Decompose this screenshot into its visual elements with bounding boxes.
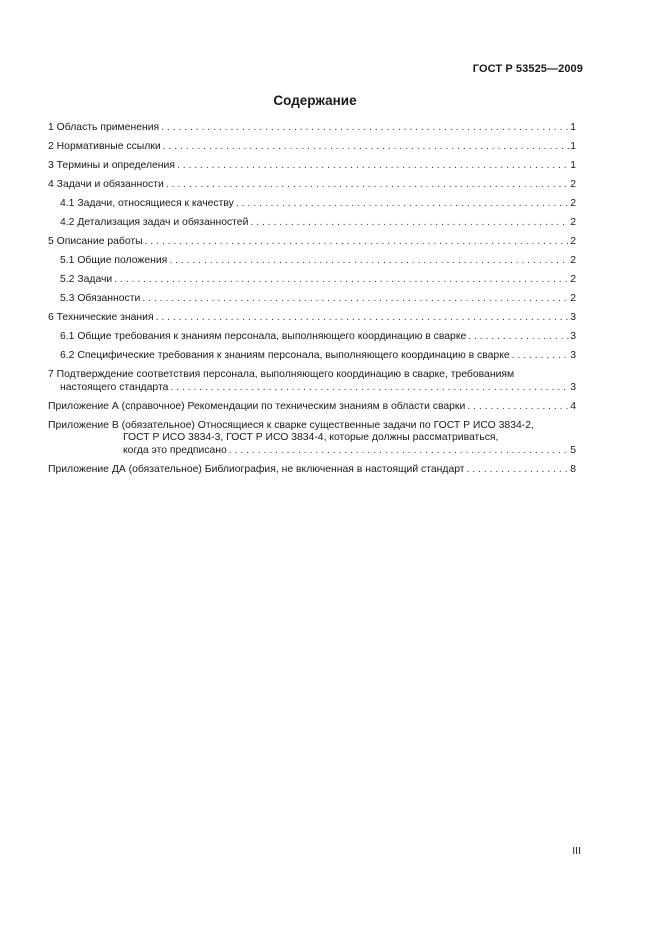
toc-entry-label: Приложение А (справочное) Рекомендации по техническим знаниям в области сварки [48,400,466,412]
toc-entry-label: когда это предписано [123,444,227,456]
toc-entry-label: 4.1 Задачи, относящиеся к качеству [60,198,234,209]
dot-leader [145,236,570,249]
toc-subentry[interactable] [48,198,576,217]
toc-entry-page: 2 [570,198,576,209]
dot-leader [467,401,569,414]
dot-leader [142,293,569,306]
toc-entry-page: 5 [570,444,576,456]
toc-entry[interactable] [48,179,576,198]
toc-entry-label: 4.2 Детализация задач и обязанностей [60,217,249,228]
toc-entry-label: ГОСТ Р ИСО 3834-3, ГОСТ Р ИСО 3834-4, которые должны рассматриваться, [123,432,499,443]
toc-entry-label: настоящего стандарта [60,381,169,393]
dot-leader [467,464,570,477]
table-of-contents [48,122,576,483]
toc-entry[interactable] [48,141,576,160]
toc-subentry[interactable] [48,331,576,350]
toc-entry-appendix-da[interactable] [48,464,576,483]
dot-leader [250,217,569,230]
toc-entry-page: 1 [570,141,576,152]
toc-entry-page: 2 [570,217,576,228]
toc-entry[interactable] [48,312,576,331]
toc-subentry[interactable] [48,350,576,369]
toc-entry-label: 6 Технические знания [48,312,154,323]
toc-entry-label: 6.2 Специфические требования к знаниям персонала, выполняющего координацию в сварке [60,350,510,361]
dot-leader [166,179,569,192]
toc-entry-page: 2 [570,293,576,304]
toc-entry[interactable] [48,122,576,141]
toc-entry-appendix-a[interactable] [48,401,576,420]
dot-leader [114,274,569,287]
toc-entry[interactable] [48,160,576,179]
page-number: III [572,845,581,857]
toc-entry[interactable] [48,236,576,255]
toc-entry-continuation [48,382,576,395]
dot-leader [161,122,569,135]
toc-subentry[interactable] [48,217,576,236]
dot-leader [156,312,570,325]
toc-entry-page: 3 [570,312,576,323]
dot-leader [177,160,569,173]
toc-entry-label: 3 Термины и определения [48,160,175,171]
toc-entry-page: 3 [570,331,576,342]
dot-leader [468,331,569,344]
dot-leader [163,141,570,154]
toc-entry-label: Приложение ДА (обязательное) Библиография, не включенная в настоящий стандарт [48,463,465,475]
toc-entry-label: 2 Нормативные ссылки [48,141,161,152]
toc-entry-page: 1 [570,122,576,133]
toc-entry-label: 5.3 Обязанности [60,293,141,304]
document-code: ГОСТ Р 53525—2009 [472,63,583,75]
toc-entry-page: 3 [570,350,576,361]
dot-leader [229,445,569,458]
toc-entry-label: Приложение В (обязательное) Относящиеся к сварке существенные задачи по ГОСТ Р ИСО 3834-2, [48,419,534,431]
toc-title: Содержание [273,93,357,108]
toc-entry-page: 3 [570,381,576,393]
toc-entry-page: 8 [570,463,576,475]
toc-entry-label: 6.1 Общие требования к знаниям персонала, выполняющего координацию в сварке [60,331,467,342]
toc-entry-page: 2 [570,274,576,285]
toc-entry-label: 1 Область применения [48,122,160,133]
toc-subentry[interactable] [48,293,576,312]
toc-entry-section-7[interactable] [48,369,576,394]
toc-entry-page: 2 [570,236,576,247]
toc-entry-page: 4 [570,400,576,412]
dot-leader [236,198,569,211]
dot-leader [169,255,569,268]
toc-entry-label: 4 Задачи и обязанности [48,179,164,190]
toc-entry-label: 5.1 Общие положения [60,255,168,266]
toc-entry-label: 7 Подтверждение соответствия персонала, выполняющего координацию в сварке, требованиям [48,369,515,380]
dot-leader [512,350,570,363]
toc-entry-label: 5 Описание работы [48,236,143,247]
toc-entry-appendix-b[interactable] [48,420,576,458]
toc-subentry[interactable] [48,255,576,274]
toc-entry-label: 5.2 Задачи [60,274,113,285]
toc-entry-continuation [48,445,576,458]
dot-leader [170,382,569,395]
toc-subentry[interactable] [48,274,576,293]
toc-entry-page: 2 [570,255,576,266]
toc-entry-page: 1 [570,160,576,171]
toc-entry-page: 2 [570,179,576,190]
